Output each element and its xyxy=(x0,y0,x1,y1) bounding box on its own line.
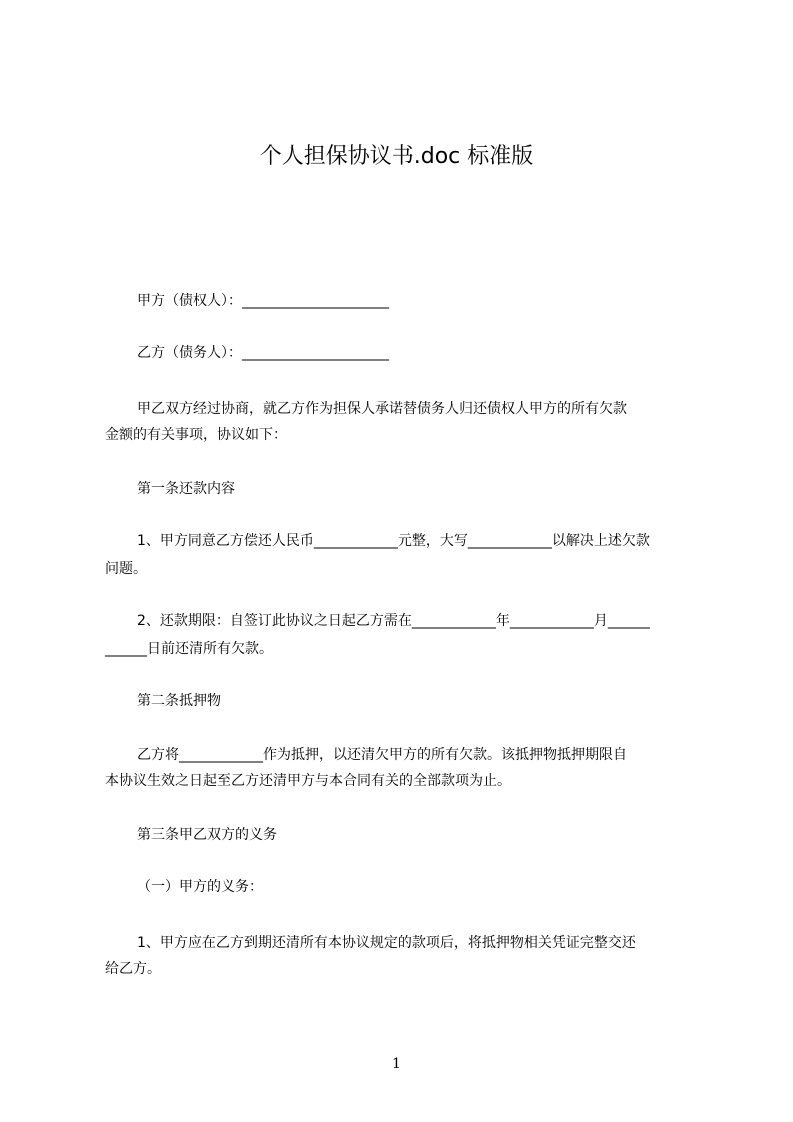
article-1-item-1-line-1: 1、甲方同意乙方偿还人民币____________元整，大写____________以解决上述欠款 xyxy=(137,533,650,549)
article-3-item-1-line-1: 1、甲方应在乙方到期还清所有本协议规定的款项后，将抵押物相关凭证完整交还 xyxy=(137,935,636,951)
article-1-item-1-line-2: 问题。 xyxy=(105,561,147,577)
article-3-item-1-line-2: 给乙方。 xyxy=(105,961,161,977)
article-2-paragraph-line-2: 本协议生效之日起至乙方还清甲方与本合同有关的全部款项为止。 xyxy=(105,773,511,789)
article-1-item-2-line-2: ______日前还清所有欠款。 xyxy=(105,641,273,657)
party-b-line: 乙方（债务人）：_____________________ xyxy=(137,345,389,361)
article-3-heading: 第三条甲乙双方的义务 xyxy=(137,827,277,843)
party-a-line: 甲方（债权人）：_____________________ xyxy=(137,293,389,309)
article-2-heading: 第二条抵押物 xyxy=(137,693,221,709)
intro-paragraph-line-2: 金额的有关事项，协议如下： xyxy=(105,427,287,443)
intro-paragraph-line-1: 甲乙双方经过协商，就乙方作为担保人承诺替债务人归还债权人甲方的所有欠款 xyxy=(137,401,627,417)
article-1-heading: 第一条还款内容 xyxy=(137,481,235,497)
article-3-section-1-heading: （一）甲方的义务： xyxy=(137,879,263,895)
document-title: 个人担保协议书.doc 标准版 xyxy=(259,144,534,169)
article-2-paragraph-line-1: 乙方将____________作为抵押，以还清欠甲方的所有欠款。该抵押物抵押期限自 xyxy=(137,747,627,763)
page-number: 1 xyxy=(392,1056,401,1072)
article-1-item-2-line-1: 2、还款期限：自签订此协议之日起乙方需在____________年____________月______ xyxy=(137,613,650,629)
